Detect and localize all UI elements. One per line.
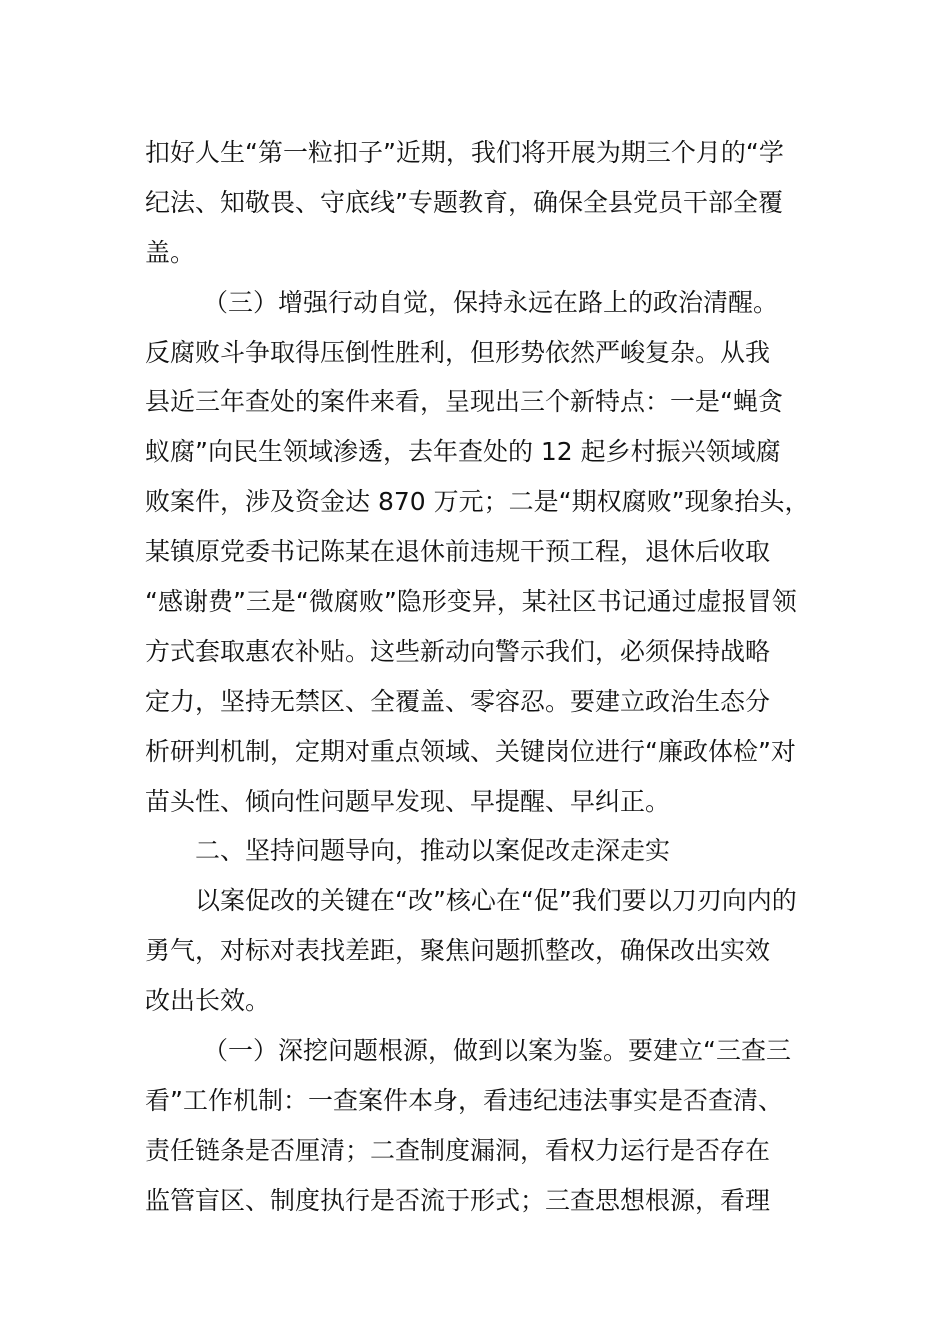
text-line: 败案件，涉及资金达 870 万元；二是“期权腐败”现象抬头， <box>145 487 810 517</box>
text-line: 盖。 <box>145 237 196 267</box>
section-heading-2: 二、坚持问题导向，推动以案促改走深走实 <box>195 836 671 866</box>
text-line: 析研判机制，定期对重点领域、关键岗位进行“廉政体检”对 <box>145 736 796 766</box>
text-line: 监管盲区、制度执行是否流于形式；三查思想根源，看理 <box>145 1185 771 1215</box>
text-line: 改出长效。 <box>145 986 271 1016</box>
text-line: 勇气，对标对表找差距，聚焦问题抓整改，确保改出实效 <box>145 936 771 966</box>
text-line: 扣好人生“第一粒扣子”近期，我们将开展为期三个月的“学 <box>145 138 784 167</box>
text-line: “感谢费”三是“微腐败”隐形变异，某社区书记通过虚报冒领 <box>145 587 797 617</box>
text-line: 苗头性、倾向性问题早发现、早提醒、早纠正。 <box>145 786 671 816</box>
text-line: 定力，坚持无禁区、全覆盖、零容忍。要建立政治生态分 <box>145 686 771 716</box>
text-line: 纪法、知敬畏、守底线”专题教育，确保全县党员干部全覆 <box>145 187 783 217</box>
section-heading-3: （三）增强行动自觉，保持永远在路上的政治清醒。 <box>203 287 779 317</box>
text-line: 反腐败斗争取得压倒性胜利，但形势依然严峻复杂。从我 <box>145 337 771 367</box>
paragraph-start: 以案促改的关键在“改”核心在“促”我们要以刀刃向内的 <box>195 886 797 916</box>
text-line: 县近三年查处的案件来看，呈现出三个新特点：一是“蝇贪 <box>145 387 783 417</box>
text-line: 方式套取惠农补贴。这些新动向警示我们，必须保持战略 <box>145 636 771 666</box>
section-heading-1: （一）深挖问题根源，做到以案为鉴。要建立“三查三 <box>203 1036 791 1066</box>
text-line: 责任链条是否厘清；二查制度漏洞，看权力运行是否存在 <box>145 1135 771 1165</box>
text-line: 某镇原党委书记陈某在退休前违规干预工程，退休后收取 <box>145 537 771 567</box>
text-line: 看”工作机制：一查案件本身，看违纪违法事实是否查清、 <box>145 1085 783 1115</box>
text-line: 蚁腐”向民生领域渗透，去年查处的 12 起乡村振兴领域腐 <box>145 437 781 467</box>
document-body <box>145 128 835 1226</box>
